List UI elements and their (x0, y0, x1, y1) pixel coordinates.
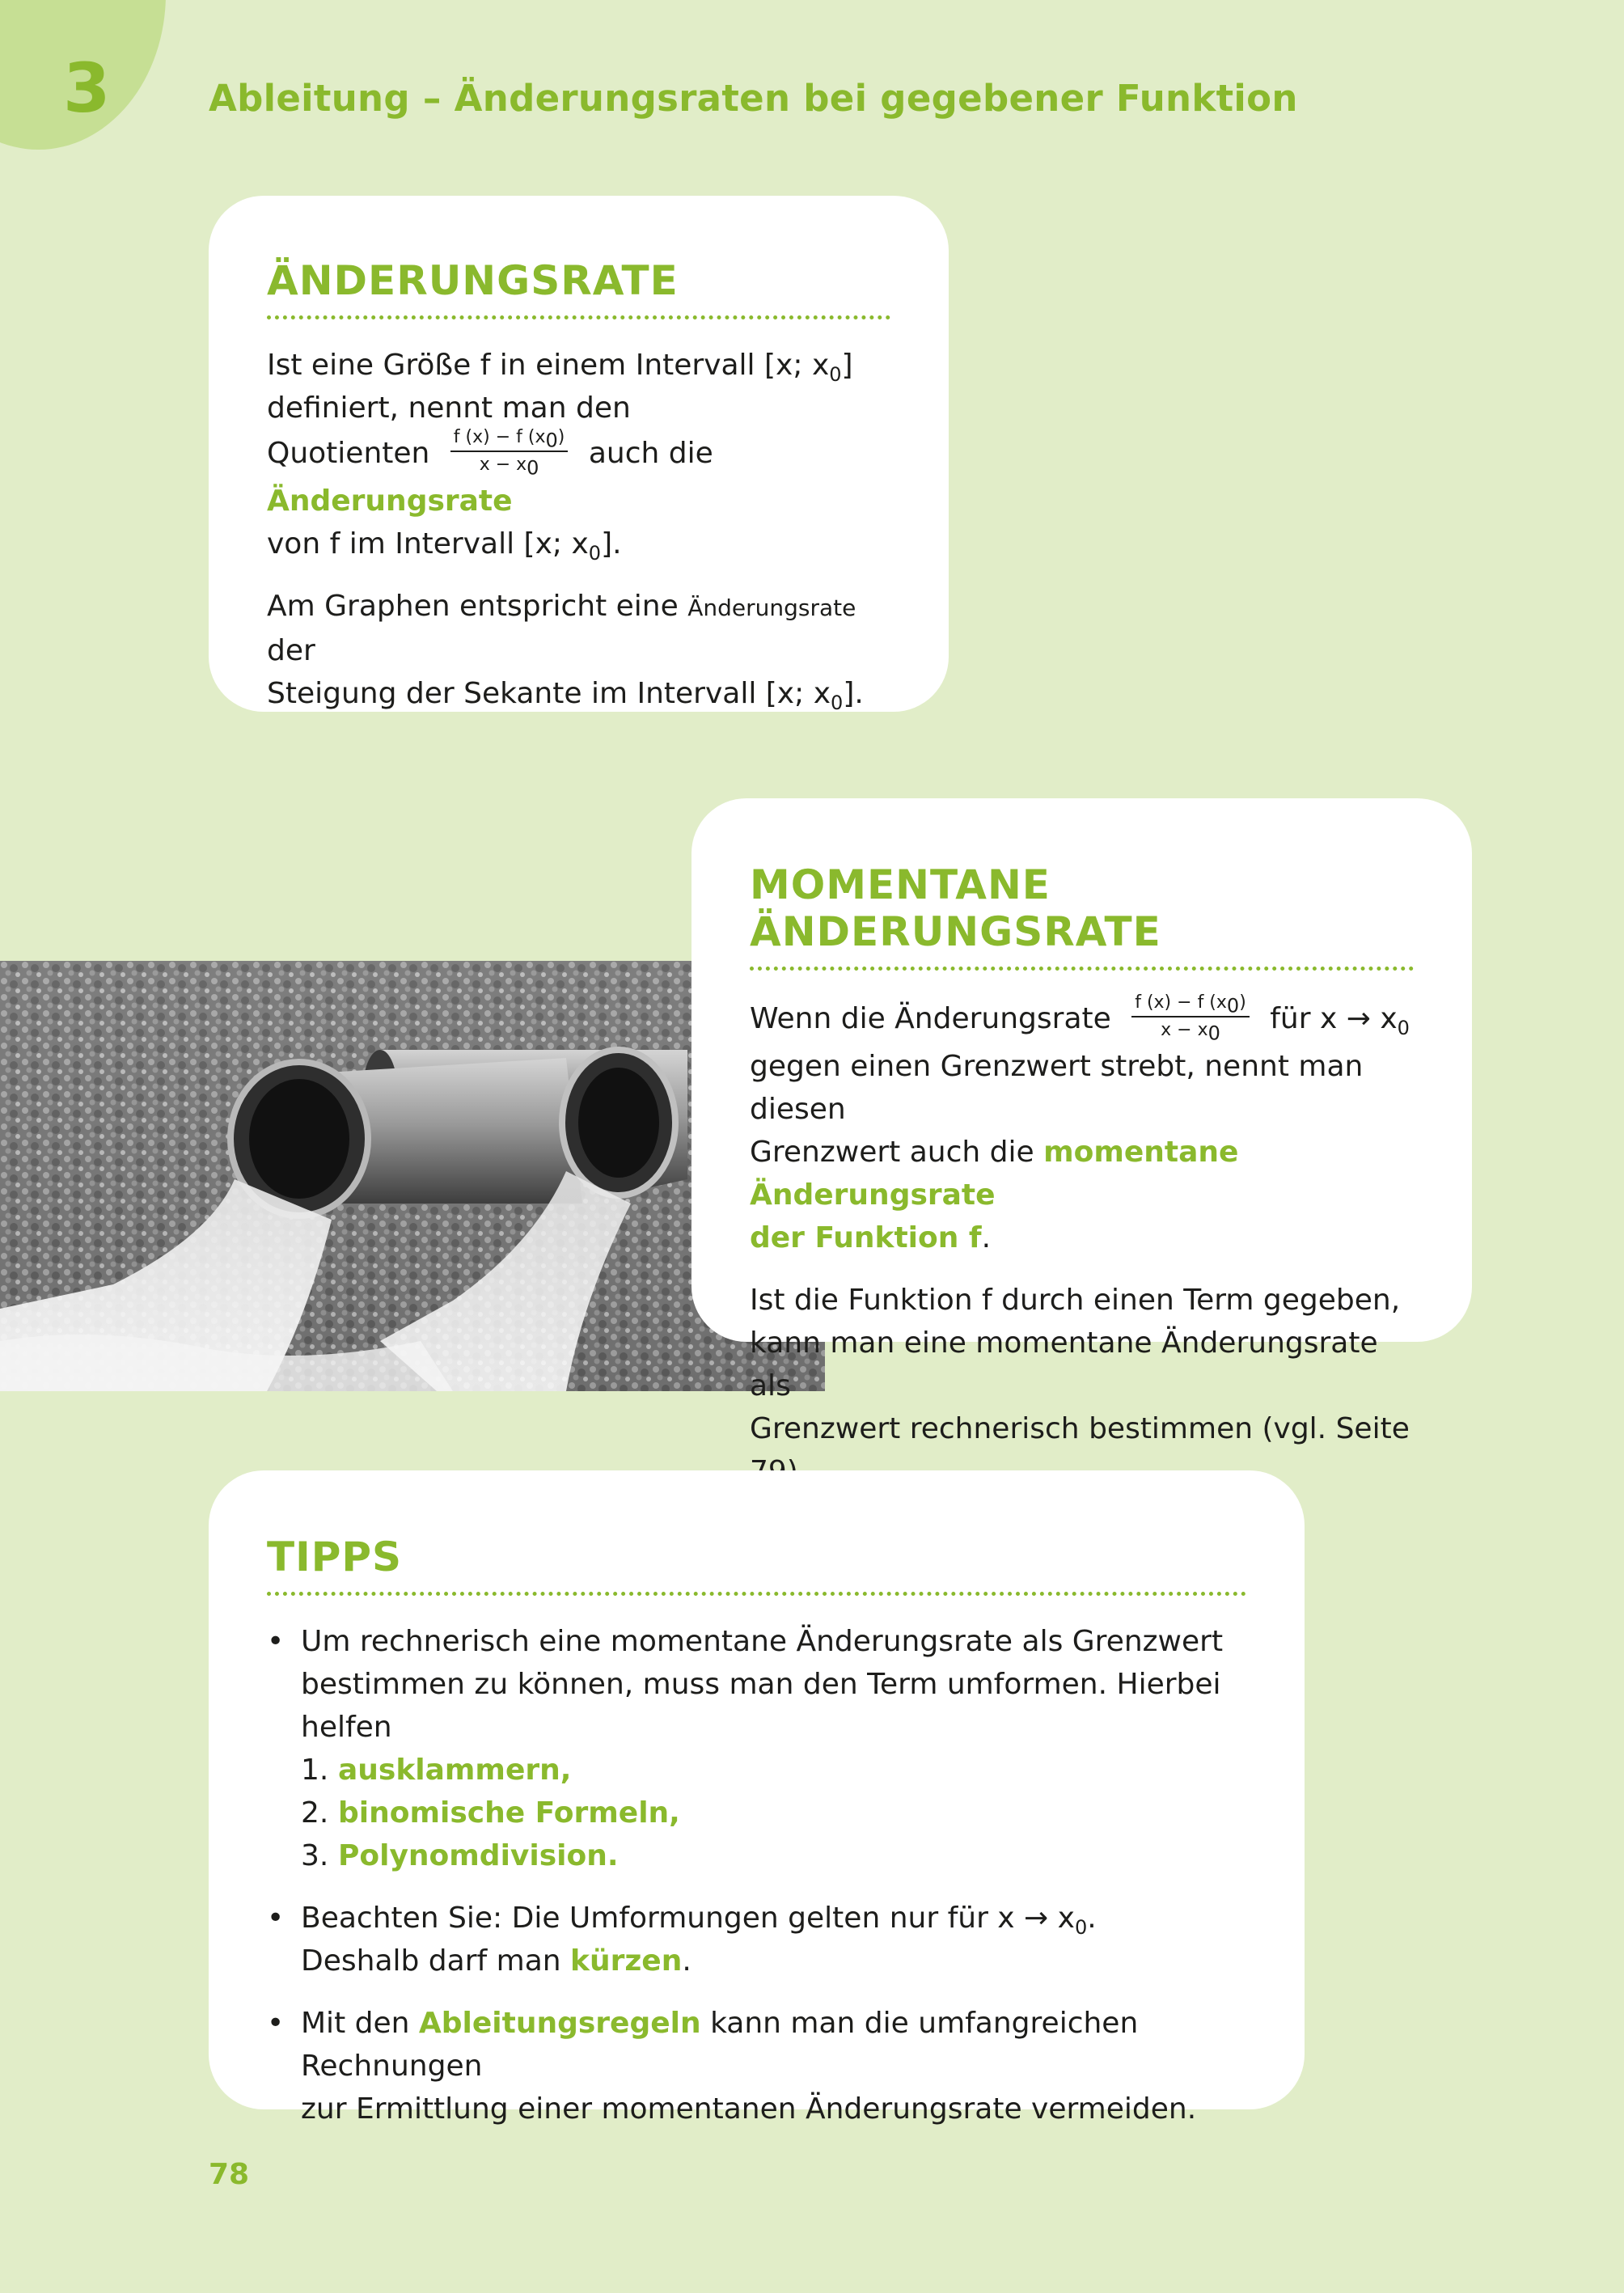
highlight-term: momentane Änderungsrate (750, 1136, 1239, 1212)
dotted-divider (267, 315, 890, 319)
definition-text: Ist eine Größe f in einem Intervall [x; $x_0$] definiert, nennt man den Quotienten $\frac{f (x) - f (x_0)}{x - x_0}$ auch die Änderungsrate von f im Intervall [x; $x_0$]. (267, 349, 853, 565)
highlight-term: der Funktion f (750, 1221, 982, 1254)
page-title: Ableitung – Änderungsraten bei gegebener Funktion (209, 77, 1298, 120)
page-number: 78 (209, 2158, 250, 2191)
dotted-divider (750, 967, 1414, 971)
chapter-number: 3 (63, 49, 111, 128)
list-item: • Um rechnerisch eine momentane Änderungsrate als Grenzwert bestimmen zu können, muss man den Term umformen. Hierbei helfen 1. ausklammern, 2. binomische Formeln, 3. Polynomdivision. (267, 1625, 1224, 1872)
definition-text: Wenn die Änderungsrate $\frac{f (x) - f (x_0)}{x - x_0}$ für $x \to x_0$ gegen einen Grenzwert strebt, nennt man diesen Grenzwert auch die momentane Änderungsrate der Funktion f. (750, 992, 1410, 1254)
card-momentane-aenderungsrate (691, 798, 1472, 1445)
card-heading: ÄNDERUNGSRATE (267, 257, 679, 304)
list-item: • Beachten Sie: Die Umformungen gelten nur für $x \to x_0$. Deshalb darf man kürzen. (267, 1902, 1097, 1978)
fraction-difference-quotient: $\frac{f (x) - f (x_0)}{x - x_0}$ (450, 426, 569, 476)
dotted-divider (267, 1592, 1246, 1596)
card-tipps (209, 1470, 1305, 2126)
tips-list (267, 1620, 1246, 2130)
card-heading: TIPPS (267, 1534, 403, 1580)
card-aenderungsrate (209, 196, 949, 715)
term-calculation-text: Ist die Funktion f durch einen Term gegeben, kann man eine momentane Änderungsrate als Grenzwert rechnerisch bestimmen (vgl. Seite (750, 1284, 1410, 1445)
fraction-difference-quotient: $\frac{f (x) - f (x_0)}{x - x_0}$ (1131, 992, 1250, 1042)
graph-interpretation-text: Am Graphen entspricht eine Änderungsrate der Steigung der Sekante im Intervall [x; $x_0$]. (267, 590, 864, 715)
highlight-term: Änderungsrate (267, 484, 513, 518)
card-heading: MOMENTANE ÄNDERUNGSRATE (750, 861, 1161, 955)
list-item: • Mit den Ableitungsregeln kann man die umfangreichen Rechnungen zur Ermittlung einer momentanen Änderungsrate vermeiden. (267, 2007, 1197, 2126)
